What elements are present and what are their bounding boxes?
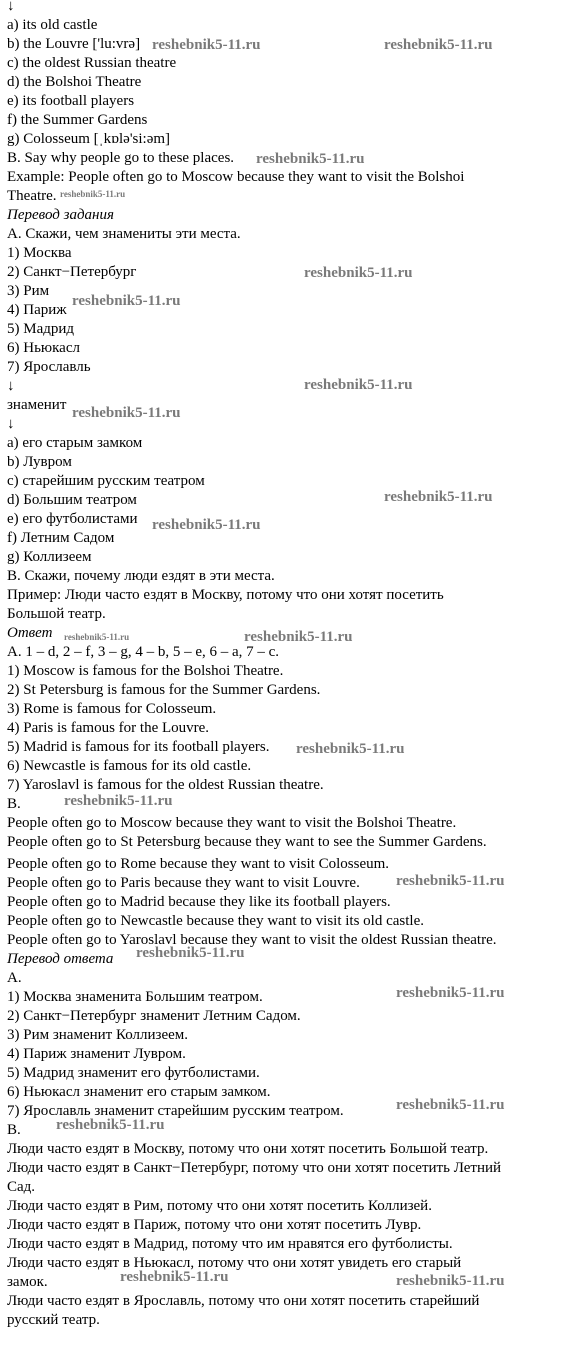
text-line: 2) Санкт−Петербург xyxy=(7,264,137,280)
text-line: 4) Париж знаменит Лувром. xyxy=(7,1046,186,1062)
watermark: reshebnik5-11.ru xyxy=(396,985,505,1001)
text-line: People often go to Yaroslavl because they want to visit the oldest Russian theatre. xyxy=(7,932,497,948)
text-line: c) the oldest Russian theatre xyxy=(7,55,177,71)
text-line: 7) Ярославль знаменит старейшим русским театром. xyxy=(7,1103,344,1119)
text-line: a) its old castle xyxy=(7,17,98,33)
text-line: People often go to Madrid because they like its football players. xyxy=(7,894,391,910)
text-line: 5) Мадрид xyxy=(7,321,75,337)
text-line: People often go to Rome because they want to visit Colosseum. xyxy=(7,856,390,872)
text-line: B. xyxy=(7,796,21,812)
text-line: 5) Madrid is famous for its football players. xyxy=(7,739,270,755)
down-arrow: ↓ xyxy=(7,378,15,394)
text-line: People often go to St Petersburg because they want to see the Summer Gardens. xyxy=(7,834,487,850)
text-line: f) Летним Садом xyxy=(7,530,115,546)
text-line: Люди часто ездят в Ярославль, потому что они хотят посетить старейший xyxy=(7,1293,480,1309)
watermark: reshebnik5-11.ru xyxy=(72,293,181,309)
watermark: reshebnik5-11.ru xyxy=(136,945,245,961)
text-line: A. Скажи, чем знамениты эти места. xyxy=(7,226,241,242)
text-line: 2) Санкт−Петербург знаменит Летним Садом. xyxy=(7,1008,301,1024)
text-line: Пример: Люди часто ездят в Москву, потому что они хотят посетить xyxy=(7,587,444,603)
watermark: reshebnik5-11.ru xyxy=(396,1273,505,1289)
text-line: A. 1 – d, 2 – f, 3 – g, 4 – b, 5 – e, 6 – a, 7 – c. xyxy=(7,644,280,660)
watermark: reshebnik5-11.ru xyxy=(304,377,413,393)
text-line: знаменит xyxy=(7,397,67,413)
text-line: 2) St Petersburg is famous for the Summer Gardens. xyxy=(7,682,321,698)
text-line: 5) Мадрид знаменит его футболистами. xyxy=(7,1065,260,1081)
down-arrow: ↓ xyxy=(7,0,15,14)
text-line: A. xyxy=(7,970,22,986)
text-line: Люди часто ездят в Санкт−Петербург, потому что они хотят посетить Летний xyxy=(7,1160,502,1176)
text-line: 7) Ярославль xyxy=(7,359,91,375)
text-line: 6) Ньюкасл знаменит его старым замком. xyxy=(7,1084,271,1100)
text-line: Example: People often go to Moscow because they want to visit the Bolshoi xyxy=(7,169,465,185)
watermark: reshebnik5-11.ru xyxy=(56,1117,165,1133)
text-line: B. xyxy=(7,1122,21,1138)
text-line: b) Лувром xyxy=(7,454,72,470)
text-line: g) Colosseum [ˌkɒlə'si:əm] xyxy=(7,131,171,147)
watermark: reshebnik5-11.ru xyxy=(120,1269,229,1285)
text-line: d) the Bolshoi Theatre xyxy=(7,74,142,90)
watermark: reshebnik5-11.ru xyxy=(152,37,261,53)
text-line: b) the Louvre ['lu:vrə] xyxy=(7,36,141,52)
text-line: d) Большим театром xyxy=(7,492,137,508)
watermark: reshebnik5-11.ru xyxy=(384,37,493,53)
watermark: reshebnik5-11.ru xyxy=(304,265,413,281)
text-line: B. Say why people go to these places. xyxy=(7,150,235,166)
section-heading: Перевод ответа xyxy=(7,951,114,967)
section-heading: Ответ xyxy=(7,625,53,641)
text-line: Сад. xyxy=(7,1179,36,1195)
watermark: reshebnik5-11.ru xyxy=(64,632,130,642)
text-line: замок. xyxy=(7,1274,48,1290)
text-line: People often go to Newcastle because they want to visit its old castle. xyxy=(7,913,424,929)
watermark: reshebnik5-11.ru xyxy=(384,489,493,505)
watermark: reshebnik5-11.ru xyxy=(396,873,505,889)
text-line: 3) Rome is famous for Colosseum. xyxy=(7,701,217,717)
watermark: reshebnik5-11.ru xyxy=(60,189,126,199)
text-line: 3) Рим xyxy=(7,283,50,299)
text-line: 1) Москва знаменита Большим театром. xyxy=(7,989,263,1005)
text-line: B. Скажи, почему люди ездят в эти места. xyxy=(7,568,275,584)
text-line: Theatre. xyxy=(7,188,57,204)
text-line: People often go to Paris because they want to visit Louvre. xyxy=(7,875,360,891)
text-line: Люди часто ездят в Париж, потому что они хотят посетить Лувр. xyxy=(7,1217,422,1233)
text-line: 3) Рим знаменит Коллизеем. xyxy=(7,1027,189,1043)
text-line: 1) Москва xyxy=(7,245,72,261)
text-line: русский театр. xyxy=(7,1312,100,1328)
text-line: c) старейшим русским театром xyxy=(7,473,205,489)
watermark: reshebnik5-11.ru xyxy=(72,405,181,421)
section-heading: Перевод задания xyxy=(7,207,114,223)
text-line: e) его футболистами xyxy=(7,511,138,527)
text-line: 4) Paris is famous for the Louvre. xyxy=(7,720,210,736)
text-line: People often go to Moscow because they want to visit the Bolshoi Theatre. xyxy=(7,815,457,831)
watermark: reshebnik5-11.ru xyxy=(296,741,405,757)
text-line: 6) Ньюкасл xyxy=(7,340,80,356)
text-line: 4) Париж xyxy=(7,302,67,318)
text-line: g) Коллизеем xyxy=(7,549,92,565)
text-line: 6) Newcastle is famous for its old castle. xyxy=(7,758,252,774)
watermark: reshebnik5-11.ru xyxy=(152,517,261,533)
watermark: reshebnik5-11.ru xyxy=(396,1097,505,1113)
text-line: Люди часто ездят в Мадрид, потому что им нравятся его футболисты. xyxy=(7,1236,453,1252)
watermark: reshebnik5-11.ru xyxy=(256,151,365,167)
text-line: e) its football players xyxy=(7,93,135,109)
text-line: Люди часто ездят в Рим, потому что они хотят посетить Коллизей. xyxy=(7,1198,432,1214)
down-arrow: ↓ xyxy=(7,416,15,432)
text-line: 7) Yaroslavl is famous for the oldest Russian theatre. xyxy=(7,777,324,793)
text-line: f) the Summer Gardens xyxy=(7,112,148,128)
watermark: reshebnik5-11.ru xyxy=(64,793,173,809)
text-line: 1) Moscow is famous for the Bolshoi Theatre. xyxy=(7,663,284,679)
watermark: reshebnik5-11.ru xyxy=(244,629,353,645)
text-line: Люди часто ездят в Ньюкасл, потому что они хотят увидеть его старый xyxy=(7,1255,462,1271)
text-line: a) его старым замком xyxy=(7,435,143,451)
text-line: Люди часто ездят в Москву, потому что они хотят посетить Большой театр. xyxy=(7,1141,489,1157)
text-line: Большой театр. xyxy=(7,606,106,622)
